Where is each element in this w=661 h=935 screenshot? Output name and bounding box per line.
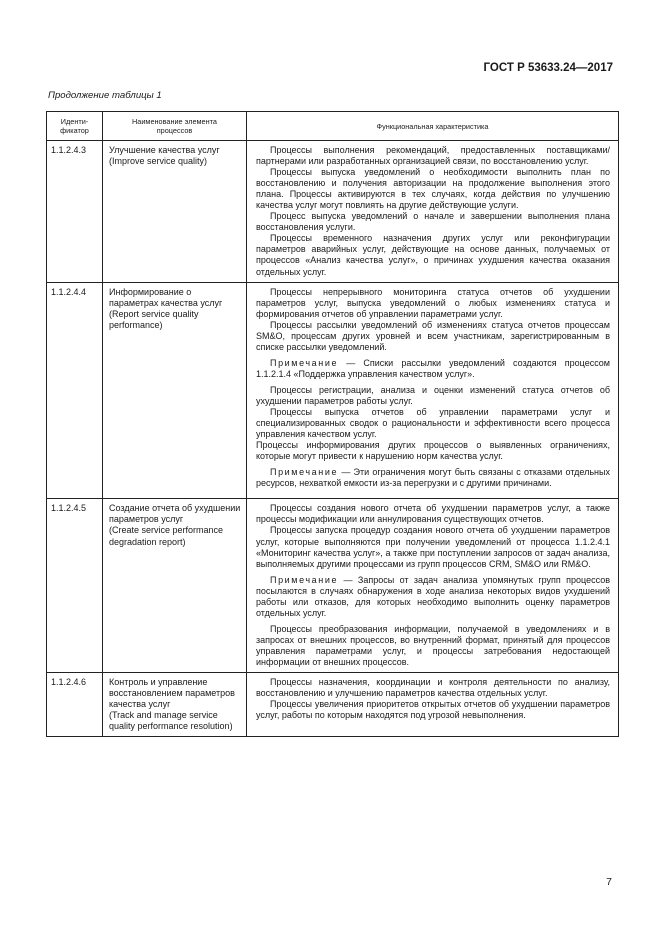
description-paragraph: Процессы выпуска отчетов об управлении параметрами услуг и специализированных сводок о рациональности и эффективности всего процесса управления качеством услуг. <box>256 407 610 440</box>
column-header-id: Иденти- фикатор <box>47 112 103 141</box>
description-paragraph: Процессы преобразования информации, получаемой в уведомлениях и в запросах от внешних процессов, во внутренний формат, принятый для процессов управления параметрами услуг, и процессы затребования недостающей информации от внешних процессов. <box>256 623 610 667</box>
row-process-name: Информирование о параметрах качества услуг (Report service quality performance) <box>103 282 247 499</box>
row-process-name: Создание отчета об ухудшении параметров услуг (Create service performance degradation report) <box>103 499 247 673</box>
description-paragraph: Процессы рассылки уведомлений об изменениях статуса отчетов процессам SM&O, процессам других уровней и всем участникам, зарегистрированным в списке рассылки уведомлений. <box>256 319 610 352</box>
table-row <box>47 499 619 673</box>
row-characteristic <box>247 499 619 673</box>
table-row <box>47 673 619 737</box>
note-label: Примечание <box>270 467 339 478</box>
process-table <box>46 111 619 737</box>
row-identifier: 1.1.2.4.3 <box>47 141 103 283</box>
row-process-name: Улучшение качества услуг (Improve service quality) <box>103 141 247 283</box>
row-process-name: Контроль и управление восстановлением параметров качества услуг (Track and manage service quality performance resolution) <box>103 673 247 737</box>
standard-number: ГОСТ Р 53633.24—2017 <box>483 62 613 74</box>
description-paragraph: Процессы регистрации, анализа и оценки изменений статуса отчетов об ухудшении параметров работы услуг. <box>256 384 610 406</box>
note-paragraph: Примечание — Списки рассылки уведомлений создаются процессом 1.1.2.1.4 «Поддержка управления качеством услуг». <box>256 357 610 379</box>
row-characteristic <box>247 673 619 737</box>
description-paragraph: Процессы назначения, координации и контроля деятельности по анализу, восстановлению и улучшению параметров качества отдельных услуг. <box>256 677 610 699</box>
note-label: Примечание <box>270 574 339 585</box>
description-paragraph: Процессы создания нового отчета об ухудшении параметров услуг, а также процессы модификации или аннулирования существующих отчетов. <box>256 503 610 525</box>
table-row <box>47 141 619 283</box>
description-paragraph: Процессы запуска процедур создания нового отчета об ухудшении параметров услуг, которые выполняются при получении уведомлений от процесса 1.1.2.4.1 «Мониторинг качества услуг», а также при поступлении запросов от задач анализа, выполняемых другими процессами из групп процессов CRM, SM&O или RM&O. <box>256 525 610 569</box>
note-label: Примечание <box>270 357 339 368</box>
table-header-row <box>47 112 619 141</box>
description-paragraph: Процессы информирования других процессов о выявленных ограничениях, которые могут привести к нарушению норм качества услуг. <box>256 440 610 462</box>
row-characteristic <box>247 141 619 283</box>
row-identifier: 1.1.2.4.5 <box>47 499 103 673</box>
note-paragraph: Примечание — Запросы от задач анализа упомянутых групп процессов посылаются в случаях обнаружения в ходе анализа некоторых видов ухудшений работы или отказов, для которых необходимо выполнить оценку параметров отдельных услуг. <box>256 574 610 618</box>
description-paragraph: Процесс выпуска уведомлений о начале и завершении выполнения плана восстановления услуги. <box>256 211 610 233</box>
description-paragraph: Процессы временного назначения других услуг или реконфигурации параметров аварийных услуг, действующие на основе данных, получаемых от процессов «Анализ качества услуг», о причинах ухудшения качества оказания отдельных услуг. <box>256 233 610 277</box>
row-characteristic <box>247 282 619 499</box>
table-row <box>47 282 619 499</box>
description-paragraph: Процессы выпуска уведомлений о необходимости выполнить план по восстановлению и получения авторизации на продолжение выполнения этого плана. Процессы активируются в тех случаях, когда действия по улучшению качества услуг могут повлиять на другие действующие услуги. <box>256 167 610 211</box>
row-identifier: 1.1.2.4.6 <box>47 673 103 737</box>
description-paragraph: Процессы увеличения приоритетов открытых отчетов об ухудшении параметров услуг, работы по которым находятся под угрозой невыполнения. <box>256 699 610 721</box>
description-paragraph: Процессы выполнения рекомендаций, предоставленных поставщиками/партнерами или разработанных организацией связи, по восстановлению услуг. <box>256 145 610 167</box>
description-paragraph: Процессы непрерывного мониторинга статуса отчетов об ухудшении параметров услуг, выпуска уведомлений о любых изменениях статуса и формирования отчетов об управлении параметрами услуг. <box>256 286 610 319</box>
page-number: 7 <box>606 876 612 888</box>
note-paragraph: Примечание — Эти ограничения могут быть связаны с отказами отдельных ресурсов, нехваткой емкости из-за перегрузки и с другими причинами. <box>256 467 610 489</box>
column-header-name: Наименование элемента процессов <box>103 112 247 141</box>
table-continuation-caption: Продолжение таблицы 1 <box>48 90 162 101</box>
column-header-characteristic: Функциональная характеристика <box>247 112 619 141</box>
row-identifier: 1.1.2.4.4 <box>47 282 103 499</box>
